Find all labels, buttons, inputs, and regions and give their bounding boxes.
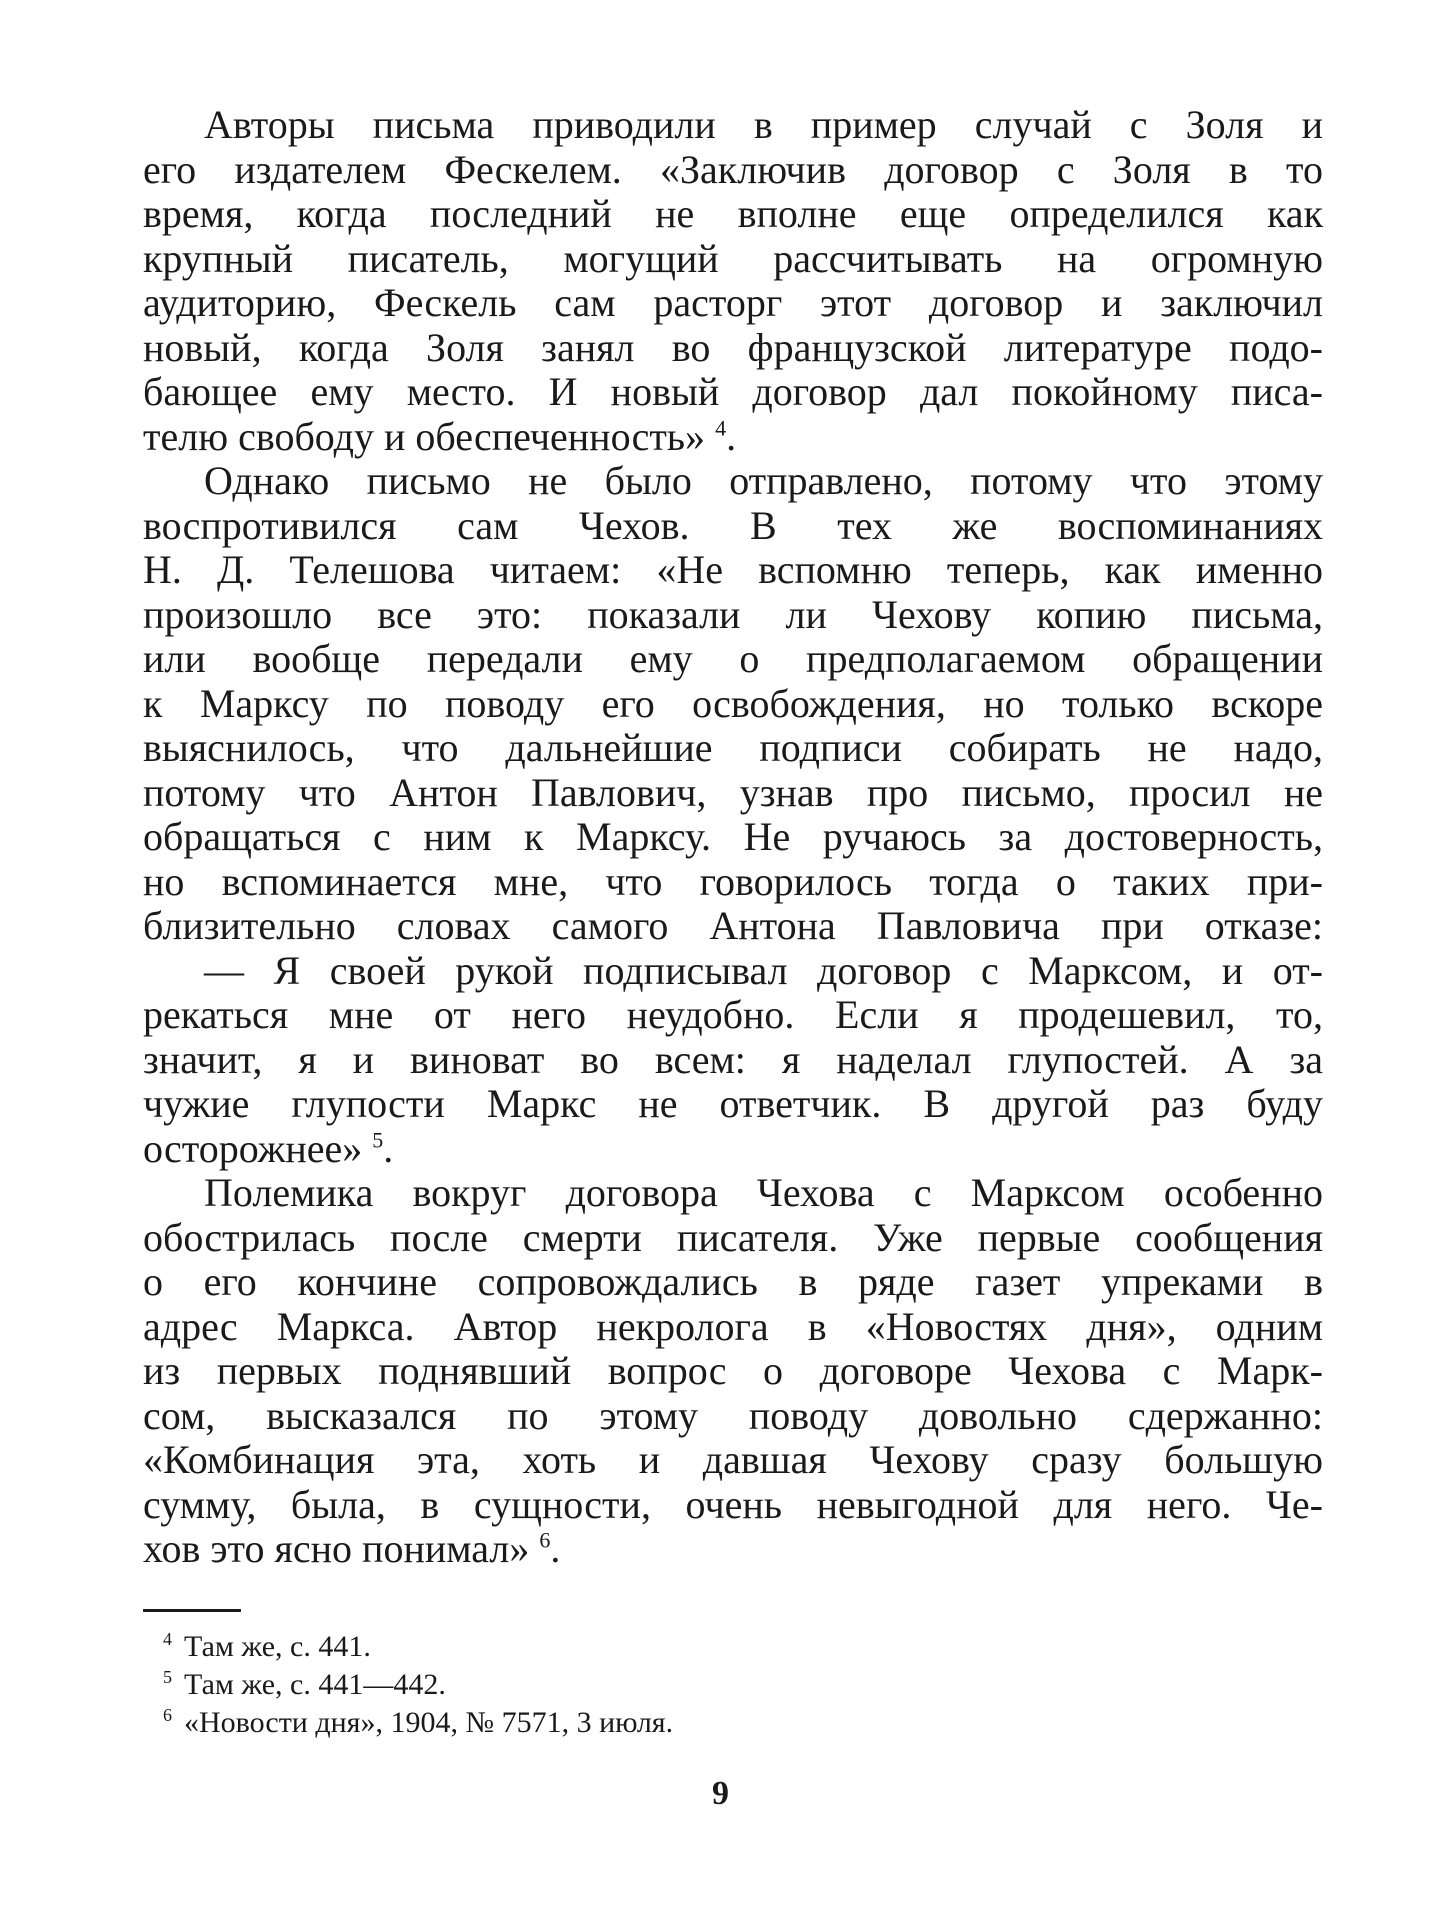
text-line: или вообще передали ему о предполагаемом обращении [143,636,1323,681]
footnote-number: 5 [163,1667,172,1687]
text-line: чужие глупости Маркс не ответчик. В другой раз буду [143,1081,1323,1126]
text-line: Однако письмо не было отправлено, потому что этому [204,458,1323,503]
text-line: обострилась после смерти писателя. Уже первые сообщения [143,1214,1323,1260]
text-line: обращаться с ним к Марксу. Не ручаюсь за достоверность, [143,814,1323,859]
text-line: из первых поднявший вопрос о договоре Чехова с Марк- [143,1348,1323,1393]
footnote-ref: 6 [539,1527,551,1553]
text-line: «Комбинация эта, хоть и давшая Чехову сразу большую [143,1437,1323,1482]
text-line: крупный писатель, могущий рассчитывать на огромную [143,235,1323,281]
text-line: Н. Д. Телешова читаем: «Не вспомню теперь, как именно [143,547,1323,592]
paragraph-4 [143,1171,1323,1572]
text-line: сумму, была, в сущности, очень невыгодной для него. Че- [143,1481,1323,1527]
text-line: бающее ему место. И новый договор дал покойному писа- [143,369,1323,414]
text-line: к Марксу по поводу его освобождения, но только вскоре [143,680,1323,726]
paragraph-1 [143,103,1323,459]
footnote-number: 6 [163,1705,172,1725]
footnote-number: 4 [163,1629,172,1649]
text-line: сом, высказался по этому поводу довольно сдержанно: [143,1392,1323,1438]
page-number: 9 [712,1775,729,1812]
text-line: его издателем Фескелем. «Заключив договор с Золя в то [143,146,1323,192]
text-line-content: осторожнее» [143,1125,363,1171]
text-line: о его кончине сопровождались в ряде газет упреками в [143,1259,1323,1304]
paragraph-2 [143,459,1323,949]
text-line: время, когда последний не вполне еще определился как [143,191,1323,236]
text-line: адрес Маркса. Автор некролога в «Новостях дня», одним [143,1303,1323,1349]
footnote [163,1704,1263,1742]
text-line [143,1527,1323,1572]
text-line: близительно словах самого Антона Павловича при отказе: [143,903,1323,948]
footnote-ref: 4 [715,415,727,441]
footnote [163,1628,1263,1666]
main-text [143,103,1323,1572]
sentence-end: . [550,1526,561,1571]
footnote [163,1666,1263,1704]
text-line: потому что Антон Павлович, узнав про письмо, просил не [143,769,1323,815]
text-line [143,1127,1323,1172]
text-line: произошло все это: показали ли Чехову копию письма, [143,591,1323,637]
text-line: новый, когда Золя занял во французской литературе подо- [143,324,1323,370]
text-line: аудиторию, Фескель сам расторг этот договор и заключил [143,280,1323,325]
footnote-separator [143,1609,241,1612]
text-line: воспротивился сам Чехов. В тех же воспоминаниях [143,502,1323,548]
footnote-text: Там же, с. 441. [184,1630,371,1663]
text-line: Полемика вокруг договора Чехова с Марксом особенно [204,1170,1323,1215]
footnote-text: Там же, с. 441—442. [184,1668,446,1701]
sentence-end: . [726,413,737,459]
text-line: значит, я и виноват во всем: я наделал глупостей. А за [143,1036,1323,1082]
footnote-text: «Новости дня», 1904, № 7571, 3 июля. [184,1706,674,1739]
text-line [143,415,1323,460]
text-line: рекаться мне от него неудобно. Если я продешевил, то, [143,992,1323,1037]
sentence-end: . [383,1125,394,1171]
footnotes [163,1628,1263,1742]
paragraph-3 [143,949,1323,1172]
text-line: выяснилось, что дальнейшие подписи собирать не надо, [143,725,1323,770]
text-line: но вспоминается мне, что говорилось тогда о таких при- [143,858,1323,904]
footnote-ref: 5 [372,1127,384,1153]
text-line-content: хов это ясно понимал» [143,1526,530,1571]
text-line: — Я своей рукой подписывал договор с Марксом, и от- [204,947,1323,993]
text-line-content: телю свободу и обеспеченность» [143,413,706,459]
text-line: Авторы письма приводили в пример случай с Золя и [204,102,1323,147]
